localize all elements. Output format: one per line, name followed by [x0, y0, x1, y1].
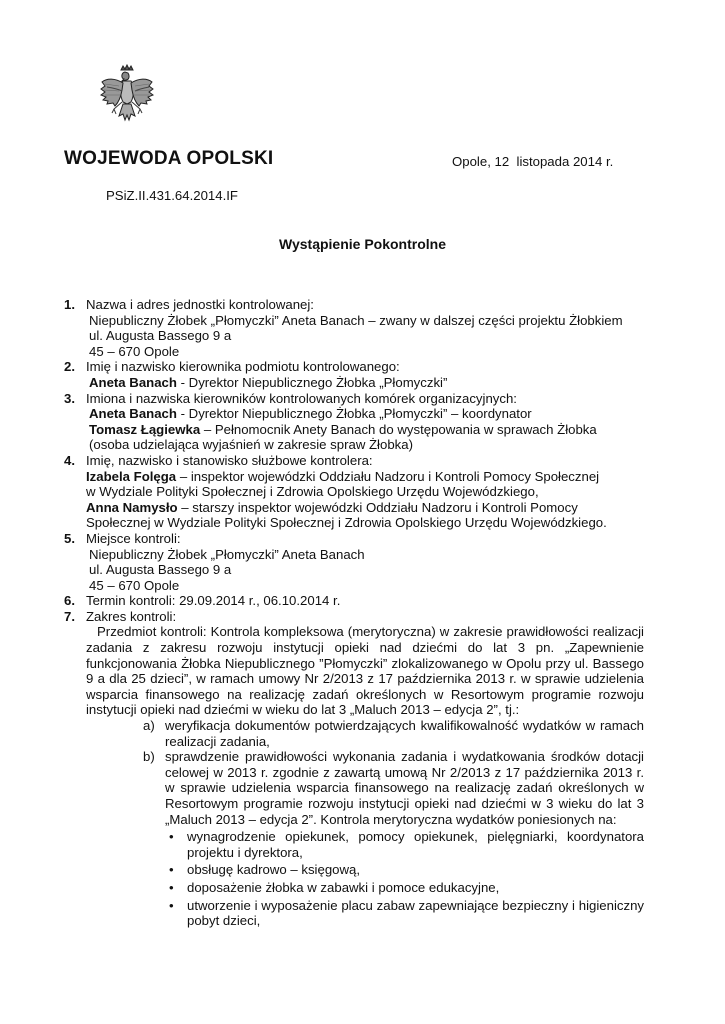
person-name: Aneta Banach	[89, 374, 177, 390]
issuer-name: WOJEWODA OPOLSKI	[64, 148, 274, 169]
item-line: Niepubliczny Żłobek „Płomyczki” Aneta Banach – zwany w dalszej części projektu Żłobkiem	[89, 312, 623, 328]
bullet-text: wynagrodzenie opiekunek, pomocy opiekunek, pielęgniarki, koordynatora projektu i dyrektora,	[187, 829, 644, 860]
item-label: Zakres kontroli:	[86, 608, 177, 624]
scope-paragraph: Przedmiot kontroli: Kontrola kompleksowa (merytoryczna) w zakresie prawidłowości realizacji zadania z zakresu rozwoju instytucji opieki nad dziećmi do lat 3 pn. „Zapewnienie funkcjonowania Żłobka Niepublicznego ”Płomyczki” zlokalizowanego w Opolu przy ul. Bassego 9 a dla 25 dzieci”, w ramach umowy Nr 2/2013 z 17 października 2013 r. w sprawie udzielenia wsparcia finansowego na realizację zadań określonych w Resortowym programie rozwoju instytucji opieki nad dziećmi w wieku do lat 3 „Maluch 2013 – edycja 2”, tj.:	[86, 624, 644, 718]
item-4	[64, 453, 644, 531]
item-6	[64, 593, 644, 609]
item-line: ul. Augusta Bassego 9 a	[89, 562, 232, 578]
item-number: 7.	[64, 608, 75, 624]
bullet-item	[165, 898, 644, 929]
polish-eagle-emblem-icon	[99, 64, 155, 126]
person-role-cont: w Wydziale Polityki Społecznej i Zdrowia Opolskiego Urzędu Wojewódzkiego,	[86, 484, 539, 500]
bullet-icon: •	[169, 829, 174, 845]
person-name: Aneta Banach	[89, 406, 177, 422]
bullet-item	[165, 880, 644, 896]
person-role: - Dyrektor Niepublicznego Żłobka „Płomyczki” – koordynator	[176, 406, 532, 422]
bullet-icon: •	[169, 897, 174, 913]
person-role: - Dyrektor Niepublicznego Żłobka „Płomyczki”	[176, 374, 448, 390]
item-number: 1.	[64, 297, 75, 312]
item-line: ul. Augusta Bassego 9 a	[89, 328, 232, 344]
item-1	[64, 297, 644, 359]
subitem-letter: a)	[143, 718, 155, 734]
item-label: Imię, nazwisko i stanowisko służbowe kontrolera:	[86, 452, 373, 468]
item-label: Termin kontroli: 29.09.2014 r., 06.10.2014 r.	[86, 593, 341, 609]
item-number: 3.	[64, 390, 75, 406]
reference-number: PSiZ.II.431.64.2014.IF	[106, 188, 238, 203]
scope-subitem-b	[143, 749, 644, 929]
item-line: 45 – 670 Opole	[89, 343, 180, 359]
bullet-icon: •	[169, 879, 174, 895]
item-label: Miejsce kontroli:	[86, 530, 181, 546]
person-role-cont: Społecznej w Wydziale Polityki Społecznej i Zdrowia Opolskiego Urzędu Wojewódzkiego.	[86, 515, 607, 531]
bullet-item	[165, 862, 644, 878]
person-role: – inspektor wojewódzki Oddziału Nadzoru i Kontroli Pomocy Społecznej	[176, 468, 600, 484]
bullet-icon: •	[169, 862, 174, 878]
item-3	[64, 391, 644, 453]
item-number: 6.	[64, 593, 75, 609]
item-2	[64, 359, 644, 390]
item-5	[64, 531, 644, 593]
item-label: Imiona i nazwiska kierowników kontrolowanych komórek organizacyjnych:	[86, 390, 517, 406]
place-and-date: Opole, 12 listopada 2014 r.	[452, 154, 614, 169]
person-name: Anna Namysło	[86, 499, 178, 515]
subitem-text: sprawdzenie prawidłowości wykonania zadania i wydatkowania środków dotacji celowej w 2013 r. zgodnie z zawartą umową Nr 2/2013 z 17 października 2013 r. w sprawie udzielenia wsparcia finansowego na realizację zadań określonych w Resortowym programie rozwoju instytucji opieki nad dziećmi w 3 wieku do lat 3 „Maluch 2013 – edycja 2”. Kontrola merytoryczna wydatków poniesionych na:	[165, 749, 644, 827]
bullet-text: obsługę kadrowo – księgową,	[187, 862, 361, 878]
document-body	[64, 297, 644, 929]
item-line: 45 – 670 Opole	[89, 577, 180, 593]
bullet-text: doposażenie żłobka w zabawki i pomoce edukacyjne,	[187, 879, 500, 895]
person-note: (osoba udzielająca wyjaśnień w zakresie spraw Żłobka)	[89, 437, 413, 453]
item-number: 4.	[64, 452, 75, 468]
item-line: Niepubliczny Żłobek „Płomyczki” Aneta Banach	[89, 546, 365, 562]
bullet-text: utworzenie i wyposażenie placu zabaw zapewniające bezpieczny i higieniczny pobyt dzieci,	[187, 897, 644, 929]
item-7	[64, 609, 644, 718]
person-role: – starszy inspektor wojewódzki Oddziału Nadzoru i Kontroli Pomocy	[177, 499, 578, 515]
item-number: 5.	[64, 530, 75, 546]
item-label: Imię i nazwisko kierownika podmiotu kontrolowanego:	[86, 359, 400, 375]
person-role: – Pełnomocnik Anety Banach do występowania w sprawach Żłobka	[200, 421, 597, 437]
document-title: Wystąpienie Pokontrolne	[279, 236, 446, 252]
person-name: Izabela Folęga	[86, 468, 177, 484]
bullet-item	[165, 829, 644, 860]
subitem-text: weryfikacja dokumentów potwierdzających kwalifikowalność wydatków w ramach realizacji zadania,	[165, 718, 644, 749]
scope-subitem-a	[143, 718, 644, 749]
item-number: 2.	[64, 359, 75, 375]
person-name: Tomasz Łągiewka	[89, 421, 201, 437]
subitem-letter: b)	[143, 749, 155, 765]
item-label: Nazwa i adres jednostki kontrolowanej:	[86, 297, 314, 312]
